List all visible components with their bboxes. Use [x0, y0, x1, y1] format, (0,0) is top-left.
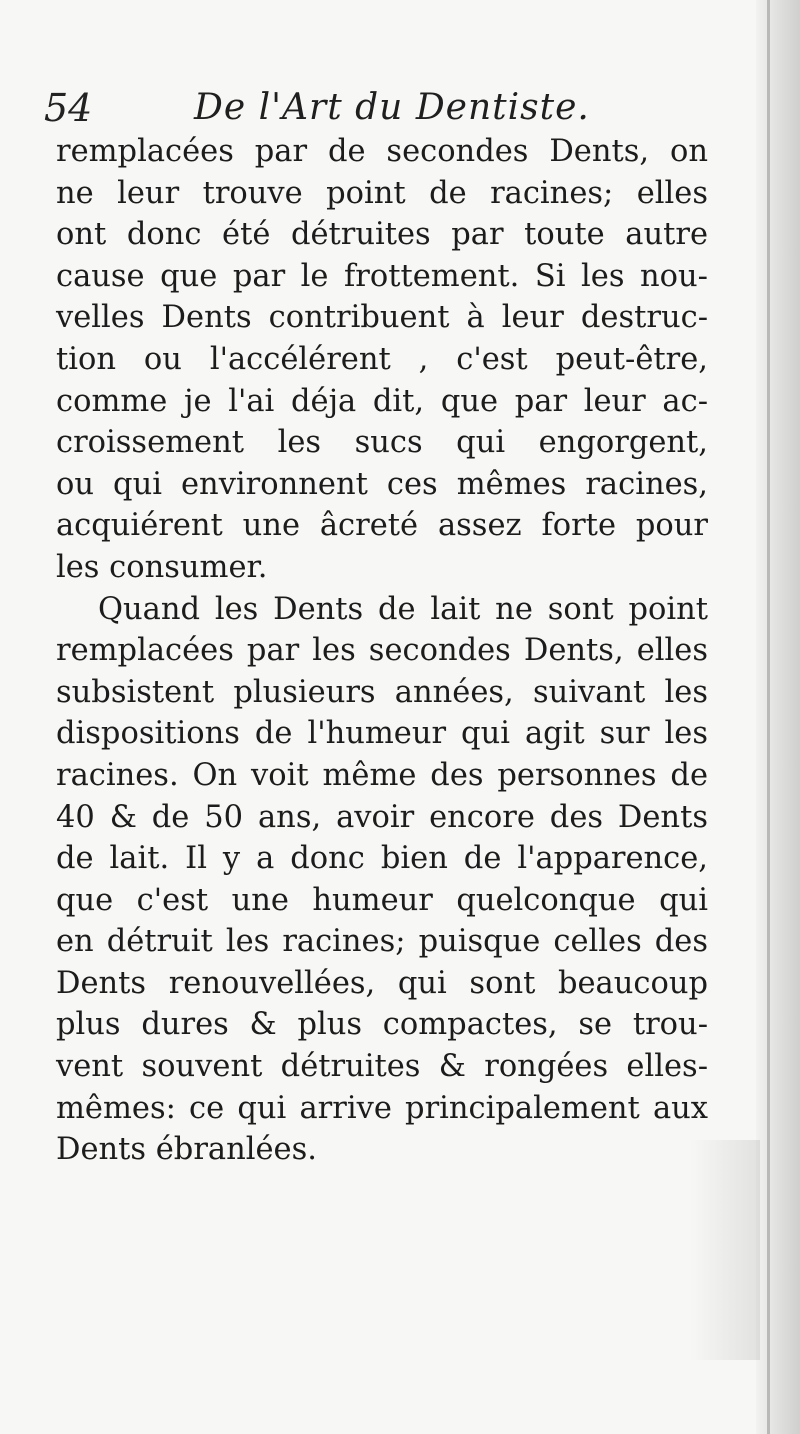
text-line: que c'est une humeur quelconque qui — [56, 882, 708, 918]
body-text — [56, 131, 708, 1171]
text-line: comme je l'ai déja dit, que par leur ac- — [56, 383, 708, 419]
text-line: tion ou l'accélérent , c'est peut-être, — [56, 341, 708, 377]
text-line: les consumer. — [56, 549, 268, 585]
text-line: Dents ébranlées. — [56, 1132, 317, 1168]
text-line: dispositions de l'humeur qui agit sur les — [56, 716, 708, 752]
text-line: mêmes: ce qui arrive principalement aux — [56, 1090, 708, 1126]
text-line: ne leur trouve point de racines; elles — [56, 175, 708, 211]
text-line: racines. On voit même des personnes de — [56, 757, 708, 793]
page-edge-line — [767, 0, 770, 1434]
text-line: de lait. Il y a donc bien de l'apparence, — [56, 841, 708, 877]
paragraph-1 — [56, 131, 708, 589]
text-line: ou qui environnent ces mêmes racines, — [56, 466, 708, 502]
text-line: vent souvent détruites & rongées elles- — [56, 1049, 708, 1085]
text-line: remplacées par de secondes Dents, on — [56, 134, 708, 169]
text-line: cause que par le frottement. Si les nou- — [56, 258, 708, 294]
running-head — [44, 82, 724, 134]
text-line: en détruit les racines; puisque celles des — [56, 924, 708, 960]
page-gutter-shadow — [756, 0, 800, 1434]
text-line: subsistent plusieurs années, suivant les — [56, 674, 708, 710]
bleed-through-shadow — [690, 1140, 760, 1360]
text-line: ont donc été détruites par toute autre — [56, 217, 708, 253]
running-head-title: De l'Art du Dentiste. — [194, 87, 590, 128]
text-line: Dents renouvellées, qui sont beaucoup — [56, 965, 708, 1001]
text-line: 40 & de 50 ans, avoir encore des Dents — [56, 799, 708, 835]
text-line: plus dures & plus compactes, se trou- — [56, 1007, 708, 1043]
text-line: Quand les Dents de lait ne sont point — [98, 591, 708, 627]
text-line: croissement les sucs qui engorgent, — [56, 425, 708, 461]
text-line: acquiérent une âcreté assez forte pour — [56, 508, 708, 544]
paragraph-2 — [56, 589, 708, 1171]
page-number: 54 — [44, 86, 93, 130]
text-line: remplacées par les secondes Dents, elles — [56, 633, 708, 669]
text-line: velles Dents contribuent à leur destruc- — [56, 300, 708, 336]
